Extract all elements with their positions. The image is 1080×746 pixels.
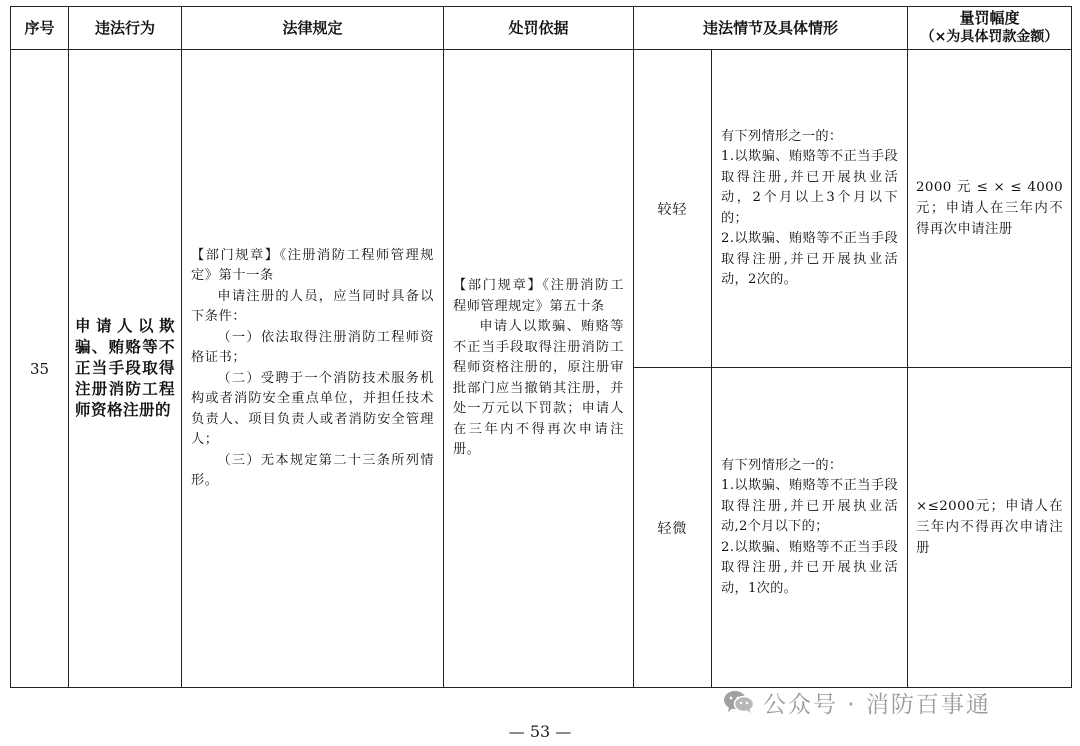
basis-title: 【部门规章】《注册消防工程师管理规定》第五十条	[453, 278, 624, 314]
header-circumstance: 违法情节及具体情形	[634, 7, 908, 50]
level-amount	[908, 368, 1072, 688]
header-amount	[908, 7, 1072, 50]
row-seq: 35	[11, 50, 69, 688]
row-basis	[444, 50, 634, 688]
basis-para: 申请人以欺骗、贿赂等不正当手段取得注册消防工程师资格注册的，原注册审批部门应当撤销其注册，并处一万元以下罚款；申请人在三年内不得再次申请注册。	[453, 319, 624, 458]
detail-line: 2.以欺骗、贿赂等不正当手段取得注册,并已开展执业活动，2次的。	[721, 231, 899, 287]
detail-line: 有下列情形之一的：	[721, 457, 843, 473]
row-law	[182, 50, 444, 688]
detail-line: 1.以欺骗、贿赂等不正当手段取得注册,并已开展执业活动，2个月以上3个月以下的；	[721, 149, 899, 226]
header-act: 违法行为	[69, 7, 182, 50]
amount-text: 2000 元 ≤ × ≤ 4000 元；申请人在三年内不得再次申请注册	[916, 180, 1064, 237]
level-label: 较轻	[634, 50, 712, 368]
header-amount-title: 量罚幅度	[959, 9, 1020, 27]
detail-line: 有下列情形之一的：	[721, 128, 843, 144]
detail-line: 2.以欺骗、贿赂等不正当手段取得注册,并已开展执业活动，1次的。	[721, 539, 899, 596]
level-detail	[712, 50, 908, 368]
header-basis: 处罚依据	[444, 7, 634, 50]
header-row	[11, 7, 1072, 50]
header-amount-note: （×为具体罚款金额）	[920, 29, 1059, 45]
law-title: 【部门规章】《注册消防工程师管理规定》第十一条	[191, 247, 434, 283]
law-para: （二）受聘于一个消防技术服务机构或者消防安全重点单位，并担任技术负责人、项目负责人或者消防安全管理人；	[191, 370, 434, 447]
header-law: 法律规定	[182, 7, 444, 50]
law-para: （三）无本规定第二十三条所列情形。	[191, 452, 434, 488]
amount-text: ×≤2000元；申请人在三年内不得再次申请注册	[916, 499, 1064, 556]
wechat-icon	[723, 689, 755, 715]
level-amount	[908, 50, 1072, 368]
table-row	[11, 50, 1072, 368]
level-label: 轻微	[634, 368, 712, 688]
law-para: 申请注册的人员，应当同时具备以下条件：	[191, 288, 434, 324]
header-seq: 序号	[11, 7, 69, 50]
watermark-text: 公众号 · 消防百事通	[763, 691, 991, 718]
row-act: 申请人以欺骗、贿赂等不正当手段取得注册消防工程师资格注册的	[69, 50, 182, 688]
page-number: — 53 —	[508, 722, 572, 741]
detail-line: 1.以欺骗、贿赂等不正当手段取得注册,并已开展执业活动,2个月以下的；	[721, 478, 899, 535]
penalty-table	[10, 6, 1072, 688]
watermark	[723, 688, 991, 716]
law-para: （一）依法取得注册消防工程师资格证书；	[191, 329, 434, 365]
level-detail	[712, 368, 908, 688]
